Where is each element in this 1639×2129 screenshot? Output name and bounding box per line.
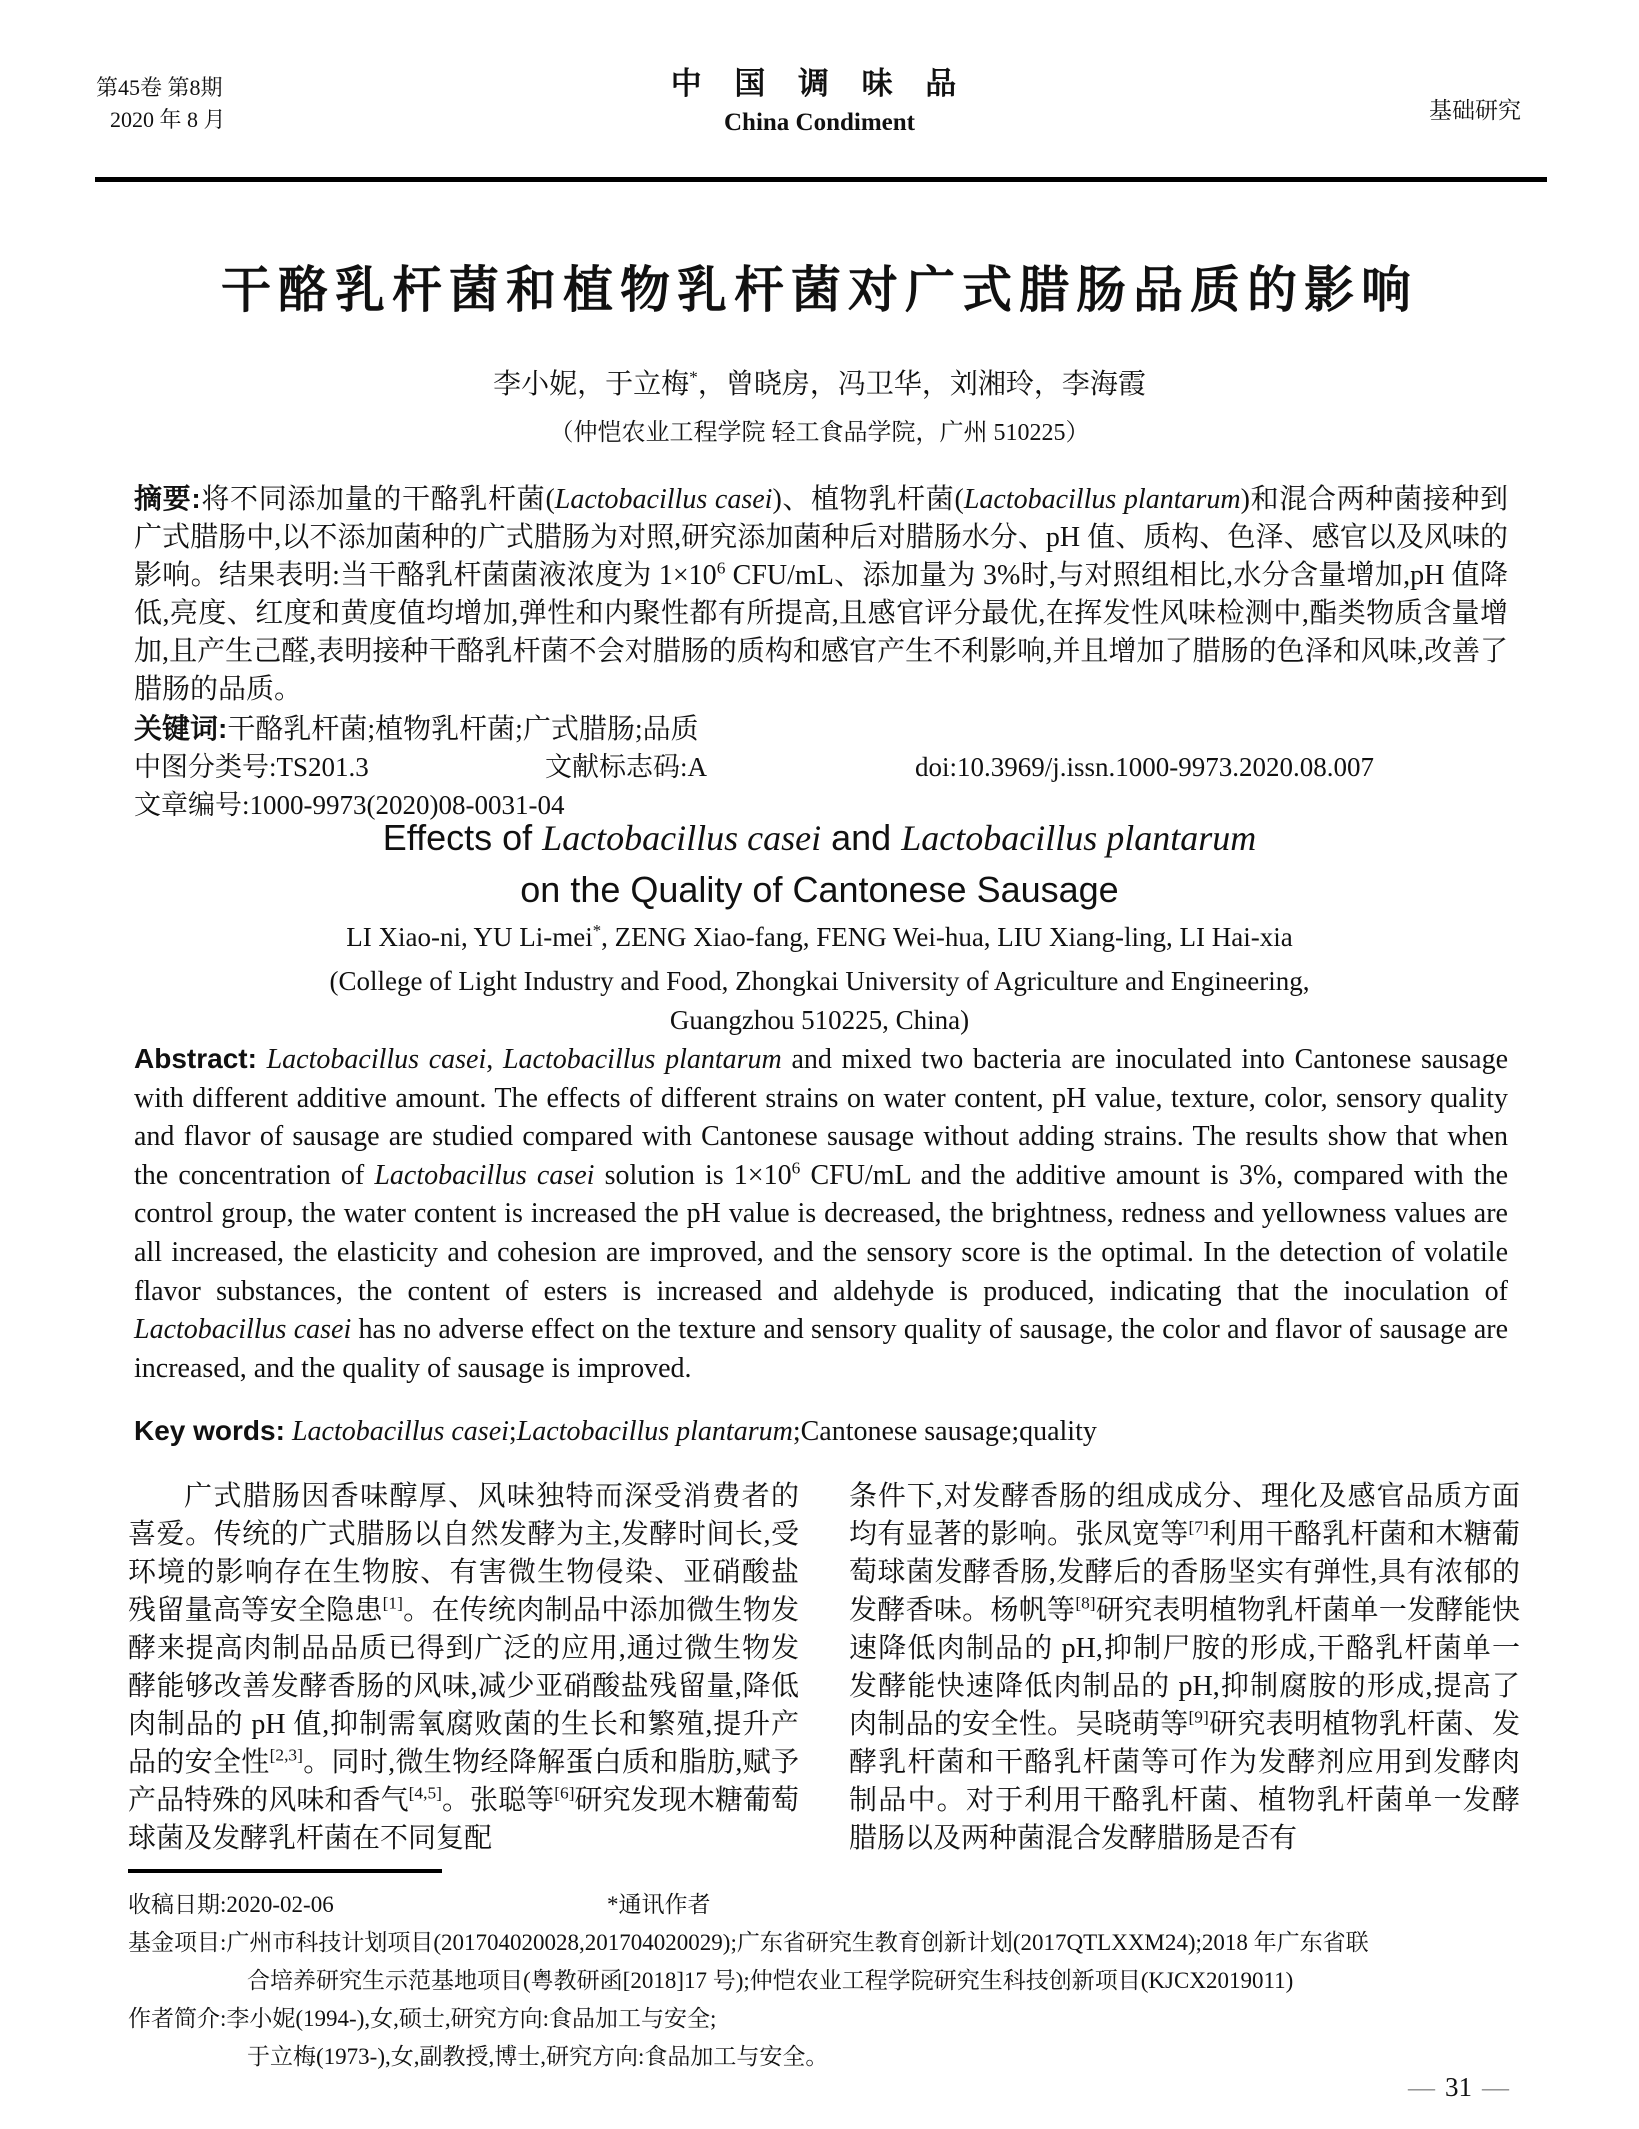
abstract-cn-text: )、植物乳杆菌( (772, 484, 964, 515)
issue-date: 2020 年 8 月 (110, 107, 226, 132)
corresponding-author-note: *通讯作者 (607, 1892, 711, 1917)
authors-en-part1: LI Xiao-ni, YU Li-mei (346, 922, 593, 952)
body-paragraph (849, 1478, 1520, 1858)
citation-ref: [8] (1075, 1593, 1096, 1613)
title-en-line1 (0, 812, 1639, 864)
header-rule (95, 177, 1547, 182)
body-column-right (849, 1478, 1520, 1858)
abstract-en-label: Abstract: (134, 1043, 257, 1074)
species-name: Lactobacillus casei (554, 484, 773, 515)
body-text: 广式腊肠因香味醇厚、风味独特而深受消费者的喜爱。传统的广式腊肠以自然发酵为主,发酵时间长,受环境的影响存在生物胺、有害微生物侵染、亚硝酸盐残留量高等安全隐患 (128, 1481, 799, 1626)
species-name: Lactobacillus casei (134, 1314, 352, 1346)
title-en-text: Effects of (382, 817, 543, 858)
footnote-rule (128, 1869, 442, 1873)
body-paragraph (128, 1478, 799, 1858)
journal-title-en: China Condiment (723, 109, 915, 136)
page-number (1398, 2072, 1519, 2103)
affiliation-en (0, 962, 1639, 1040)
body-text: 利用干酪乳杆菌和木糖葡萄球菌发酵香肠,发酵后的香肠坚实有弹性,具有浓郁的发酵香味。杨帆等 (849, 1519, 1520, 1626)
citation-ref: [6] (554, 1783, 575, 1803)
abstract-cn-label: 摘要: (134, 483, 201, 514)
species-name: Lactobacillus casei (266, 1044, 487, 1075)
abstract-en-text: has no adverse effect on the texture and sensory quality of sausage, the color and flavor of sausage are increased, and the quality of sausage is improved. (134, 1314, 1509, 1384)
affiliation-en-line1: (College of Light Industry and Food, Zhongkai University of Agriculture and Engineering, (329, 966, 1310, 996)
title-en-text: and (821, 817, 902, 858)
citation-ref: [9] (1188, 1707, 1209, 1727)
species-name: Lactobacillus plantarum (963, 484, 1241, 515)
page-number-value: 31 (1445, 2072, 1472, 2102)
received-line (128, 1886, 1520, 1924)
received-date: 收稿日期:2020-02-06 (128, 1892, 334, 1917)
keywords-en-text: ;Cantonese sausage;quality (792, 1416, 1097, 1447)
fund-line-1: 基金项目:广州市科技计划项目(201704020028,201704020029);广东省研究生教育创新计划(2017QTLXXM24);2018 年广东省联 (128, 1930, 1369, 1955)
affiliation-en-line2: Guangzhou 510225, China) (669, 1005, 970, 1035)
authors-cn-part2: ，曾晓房，冯卫华，刘湘玲，李海霞 (697, 369, 1146, 400)
clc-number: 中图分类号:TS201.3 (134, 752, 369, 782)
body-column-left (128, 1478, 799, 1858)
authors-cn-part1: 李小妮，于立梅 (493, 369, 690, 400)
abstract-en-text: solution is 1×10 (594, 1159, 792, 1191)
species-name: Lactobacillus plantarum (901, 818, 1257, 858)
abstract-cn-text: CFU/mL、添加量为 3%时,与对照组相比,水分含量增加,pH 值降低,亮度、红度和黄度值均增加,弹性和内聚性都有所提高,且感官评分最优,在挥发性风味检测中,酯类物质含量增加,且产生己醛,表明接种干酪乳杆菌不会对腊肠的质构和感官产生不利影响,并且增加了腊肠的色泽和风味,改善了腊肠的品质。 (134, 560, 1508, 705)
species-name: Lactobacillus plantarum (502, 1044, 782, 1075)
classification-line (134, 748, 1508, 786)
article-title-en (0, 812, 1639, 916)
document-code: 文献标志码:A (545, 752, 707, 782)
keywords-en-text: ; (508, 1416, 517, 1447)
citation-ref: [7] (1188, 1517, 1209, 1537)
page-number-dash: — (1482, 2072, 1509, 2102)
body-text: 研究表明植物乳杆菌单一发酵能快速降低肉制品的 pH,抑制尸胺的形成,干酪乳杆菌单一发酵能快速降低肉制品的 pH,抑制腐胺的形成,提高了肉制品的安全性。吴晓萌等 (849, 1595, 1520, 1740)
exponent: 6 (716, 558, 726, 578)
author-bio-line-1: 作者简介:李小妮(1994-),女,硕士,研究方向:食品加工与安全; (128, 2006, 717, 2031)
article-title-cn: 干酪乳杆菌和植物乳杆菌对广式腊肠品质的影响 (221, 262, 1418, 318)
body-text: 。张聪等 (441, 1785, 555, 1816)
article-id: 文章编号:1000-9973(2020)08-0031-04 (134, 790, 565, 820)
species-name: Lactobacillus casei (291, 1416, 509, 1447)
citation-ref: [1] (382, 1593, 403, 1613)
keywords-cn-text: 干酪乳杆菌;植物乳杆菌;广式腊肠;品质 (227, 714, 699, 745)
abstract-en-text: and mixed two bacteria are inoculated into Cantonese sausage with different additive amount. The effects of different strains on water content, pH value, texture, color, sensory quality and flavor of sausage are studied compared with Cantonese sausage without adding strains. The results show that when the concentration of (134, 1044, 1509, 1191)
keywords-cn (134, 710, 1508, 749)
body-text: 条件下,对发酵香肠的组成成分、理化及感官品质方面均有显著的影响。张凤宽等 (849, 1481, 1520, 1550)
abstract-en-text: , (486, 1044, 503, 1075)
species-name: Lactobacillus plantarum (516, 1416, 793, 1447)
abstract-cn-text: )和混合两种菌接种到广式腊肠中,以不添加菌种的广式腊肠为对照,研究添加菌种后对腊肠水分、pH 值、质构、色泽、感官以及风味的影响。结果表明:当干酪乳杆菌菌液浓度为 1×10 (134, 484, 1509, 591)
authors-en (0, 922, 1639, 953)
keywords-cn-label: 关键词: (134, 713, 228, 744)
exponent: 6 (791, 1158, 801, 1178)
citation-ref: [2,3] (269, 1745, 303, 1765)
affiliation-cn: （仲恺农业工程学院 轻工食品学院，广州 510225） (549, 420, 1090, 446)
section-label: 基础研究 (1429, 98, 1521, 123)
abstract-cn (134, 480, 1508, 709)
abstract-cn-text: 将不同添加量的干酪乳杆菌( (200, 484, 555, 515)
body-text: 。在传统肉制品中添加微生物发酵来提高肉制品品质已得到广泛的应用,通过微生物发酵能够改善发酵香肠的风味,减少亚硝酸盐残留量,降低肉制品的 pH 值,抑制需氧腐败菌的生长和繁殖,提升产品的安全性 (128, 1595, 799, 1778)
body-text: 研究表明植物乳杆菌、发酵乳杆菌和干酪乳杆菌等可作为发酵剂应用到发酵肉制品中。对于利用干酪乳杆菌、植物乳杆菌单一发酵腊肠以及两种菌混合发酵腊肠是否有 (849, 1709, 1520, 1854)
authors-en-part2: , ZENG Xiao-fang, FENG Wei-hua, LIU Xiang-ling, LI Hai-xia (601, 922, 1293, 952)
abstract-en (134, 1040, 1508, 1388)
corresponding-author-mark: * (689, 367, 698, 387)
corresponding-author-mark: * (592, 921, 602, 940)
keywords-en (134, 1412, 1508, 1451)
keywords-en-label: Key words: (134, 1415, 285, 1446)
fund-line-2: 合培养研究生示范基地项目(粤教研函[2018]17 号);仲恺农业工程学院研究生科技创新项目(KJCX2019011) (247, 1968, 1294, 1993)
body-text: 。同时,微生物经降解蛋白质和脂肪,赋予产品特殊的风味和香气 (128, 1747, 799, 1816)
body-text: 研究发现木糖葡萄球菌及发酵乳杆菌在不同复配 (128, 1785, 799, 1854)
journal-title-cn: 中 国 调 味 品 (670, 66, 969, 101)
species-name: Lactobacillus casei (542, 818, 822, 858)
species-name: Lactobacillus casei (374, 1159, 595, 1191)
volume-issue: 第45卷 第8期 (96, 75, 223, 100)
author-bio-line-2: 于立梅(1973-),女,副教授,博士,研究方向:食品加工与安全。 (247, 2044, 829, 2069)
footnote-block (128, 1886, 1520, 2076)
authors-cn (0, 362, 1639, 402)
abstract-en-text: CFU/mL and the additive amount is 3%, compared with the control group, the water content is increased the pH value is decreased, the brightness, redness and yellowness values are all increased, the elasticity and cohesion are improved, and the sensory score is the optimal. In the detection of volatile flavor substances, the content of esters is increased and aldehyde is produced, indicating that the inoculation of (134, 1159, 1509, 1307)
journal-masthead (0, 58, 1639, 137)
citation-ref: [4,5] (408, 1783, 442, 1803)
doi: doi:10.3969/j.issn.1000-9973.2020.08.007 (915, 752, 1375, 782)
title-en-line2: on the Quality of Cantonese Sausage (520, 869, 1119, 910)
body-columns (128, 1478, 1520, 1858)
page-number-dash: — (1408, 2072, 1435, 2102)
